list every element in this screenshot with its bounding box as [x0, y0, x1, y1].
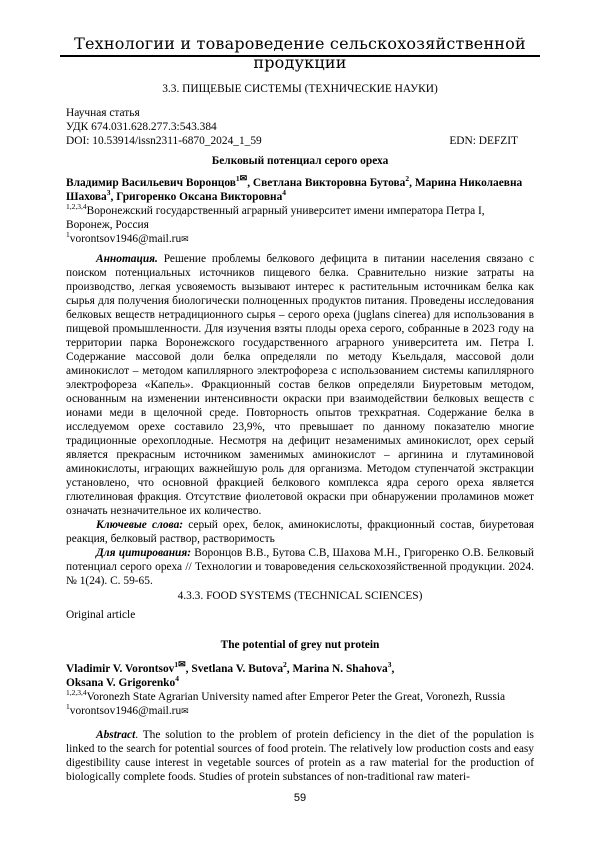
- en-section-title: 4.3.3. FOOD SYSTEMS (TECHNICAL SCIENCES): [177, 590, 423, 602]
- ru-abstract: [66, 252, 534, 518]
- ru-citation-label: Для цитирования:: [96, 547, 192, 559]
- ru-author-2-sup: 2: [405, 174, 410, 184]
- en-affiliation: [66, 690, 534, 704]
- header-rule: [60, 55, 540, 57]
- doi-link[interactable]: DOI: 10.53914/issn2311-6870_2024_1_59: [66, 135, 262, 147]
- ru-author-3: Марина Николаевна Шахова: [66, 177, 523, 203]
- en-author-2: Svetlana V. Butova: [191, 663, 284, 675]
- en-email-line: [66, 704, 534, 718]
- edn-code: EDN: DEFZIT: [449, 135, 518, 147]
- ru-author-1: Владимир Васильевич Воронцов: [66, 177, 236, 189]
- en-author-4: Oksana V. Grigorenko: [66, 677, 176, 689]
- article-content: [66, 82, 534, 784]
- en-author-3: Marina N. Shahova: [292, 663, 388, 675]
- ru-udk: УДК 674.031.628.277.3:543.384: [66, 121, 217, 133]
- ru-affiliation: [66, 204, 534, 232]
- ru-keywords-text: серый орех, белок, аминокислоты, фракционный состав, биуретовая реакция, белковый раствор, растворимость: [66, 519, 534, 545]
- ru-article-type: Научная статья: [66, 107, 140, 119]
- en-article-type: Original article: [66, 609, 136, 621]
- separator: ,: [391, 663, 395, 675]
- en-article-title: The potential of grey nut protein: [220, 639, 380, 651]
- running-header: Технологии и товароведение сельскохозяйственной продукции: [74, 34, 526, 72]
- doi-row: [66, 134, 534, 148]
- en-author-1-sup: 1✉: [174, 659, 186, 670]
- ru-email-line: [66, 232, 534, 246]
- ru-email-sup: 1: [66, 230, 70, 240]
- ru-affiliation-text: Воронежский государственный аграрный университет имени императора Петра I, Воронеж, Россия: [66, 205, 485, 231]
- ru-authors: [66, 173, 534, 204]
- en-abstract-text: . The solution to the problem of protein deficiency in the diet of the population is linked to the search for potential sources of food protein. The relatively low production costs and easy digestibility cause interest in vegetable sources of protein as a raw material for the production of biologically complete foods. Studies of protein substances of non-traditional raw materi-: [66, 729, 534, 783]
- ru-section-title: 3.3. ПИЩЕВЫЕ СИСТЕМЫ (ТЕХНИЧЕСКИЕ НАУКИ): [162, 83, 438, 95]
- ru-author-4-sup: 4: [282, 188, 287, 198]
- ru-citation-text: Воронцов В.В., Бутова С.В, Шахова М.Н., Григоренко О.В. Белковый потенциал серого ореха // Технологии и товароведения сельскохозяйственной продукции. 2024. № 1(24). С. 59-65.: [66, 547, 534, 587]
- en-authors: [66, 659, 534, 690]
- ru-author-1-sup: 1✉: [235, 173, 248, 184]
- en-abstract: [66, 728, 534, 784]
- en-author-2-sup: 2: [283, 660, 287, 670]
- ru-abstract-label: Аннотация.: [96, 253, 158, 265]
- en-affiliation-sup: 1,2,3,4: [66, 688, 87, 698]
- separator: ,: [247, 177, 253, 189]
- envelope-icon: ✉: [181, 234, 189, 244]
- ru-author-3-sup: 3: [106, 188, 111, 198]
- ru-email[interactable]: vorontsov1946@mail.ru: [69, 233, 182, 245]
- en-affiliation-text: Voronezh State Agrarian University named after Emperor Peter the Great, Voronezh, Russia: [86, 691, 506, 703]
- page-number: 59: [293, 792, 307, 804]
- ru-affiliation-sup: 1,2,3,4: [66, 202, 87, 212]
- separator: ,: [185, 663, 192, 675]
- ru-keywords: [66, 518, 534, 546]
- envelope-icon: ✉: [181, 706, 189, 716]
- separator: ,: [286, 663, 293, 675]
- ru-article-title: Белковый потенциал серого ореха: [211, 155, 389, 167]
- ru-citation: [66, 546, 534, 588]
- ru-author-4: Григоренко Оксана Викторовна: [116, 191, 283, 203]
- en-email-sup: 1: [66, 702, 70, 712]
- en-email[interactable]: vorontsov1946@mail.ru: [69, 705, 182, 717]
- ru-abstract-text: Решение проблемы белкового дефицита в питании населения связано с поиском потенциальных источников пищевого белка. Сравнительно низкие затраты на производство, легкая усвояемость вызывают интерес к растительным источникам белка как сырья для получения биологически полноценных продуктов питания. Проведены исследования белковых веществ нетрадиционного сырья – серого ореха (juglans cinerea) для использования в пищевой промышленности. Для изучения взяты плоды ореха серого, собранные в 2023 году на территории парка Воронежского государственного аграрного университета им. Петра I. Содержание массовой доли белка определяли по методу Къельдаля, массовой доли аминокислот – методом капиллярного электрофореза с использованием системы капиллярного электрофореза «Капель». Фракционный состав белков определяли Биуретовым методом, основанным на изменении интенсивности окраски при взаимодействии белковых веществ с ионами меди в щелочной среде. Повторность опытов трехкратная. Содержание белка в исследуемом орехе составило 23,9%, что превышает по данному показателю многие традиционные орехоплодные. Несмотря на дефицит незаменимых аминокислот, орех серый является прекрасным источником заменимых аминокислот – аргинина и глутаминовой аминокислоты, играющих важнейшую роль для организма. Методом ступенчатой экстракции установлено, что основной фракцией белкового комплекса ядра серого ореха является глютелиновая фракция. Отсутствие фиолетовой окраски при обнаружении проламинов может означать незначительное их количество.: [66, 253, 534, 517]
- ru-author-2: Светлана Викторовна Бутова: [252, 177, 406, 189]
- ru-keywords-label: Ключевые слова:: [96, 519, 184, 531]
- separator: ,: [409, 177, 412, 189]
- en-author-4-sup: 4: [175, 674, 179, 684]
- envelope-icon: ✉: [178, 659, 186, 670]
- separator: ,: [110, 191, 117, 203]
- en-author-3-sup: 3: [387, 660, 392, 670]
- en-abstract-label: Abstract: [96, 729, 136, 741]
- en-author-1: Vladimir V. Vorontsov: [66, 663, 175, 675]
- envelope-icon: ✉: [239, 173, 248, 184]
